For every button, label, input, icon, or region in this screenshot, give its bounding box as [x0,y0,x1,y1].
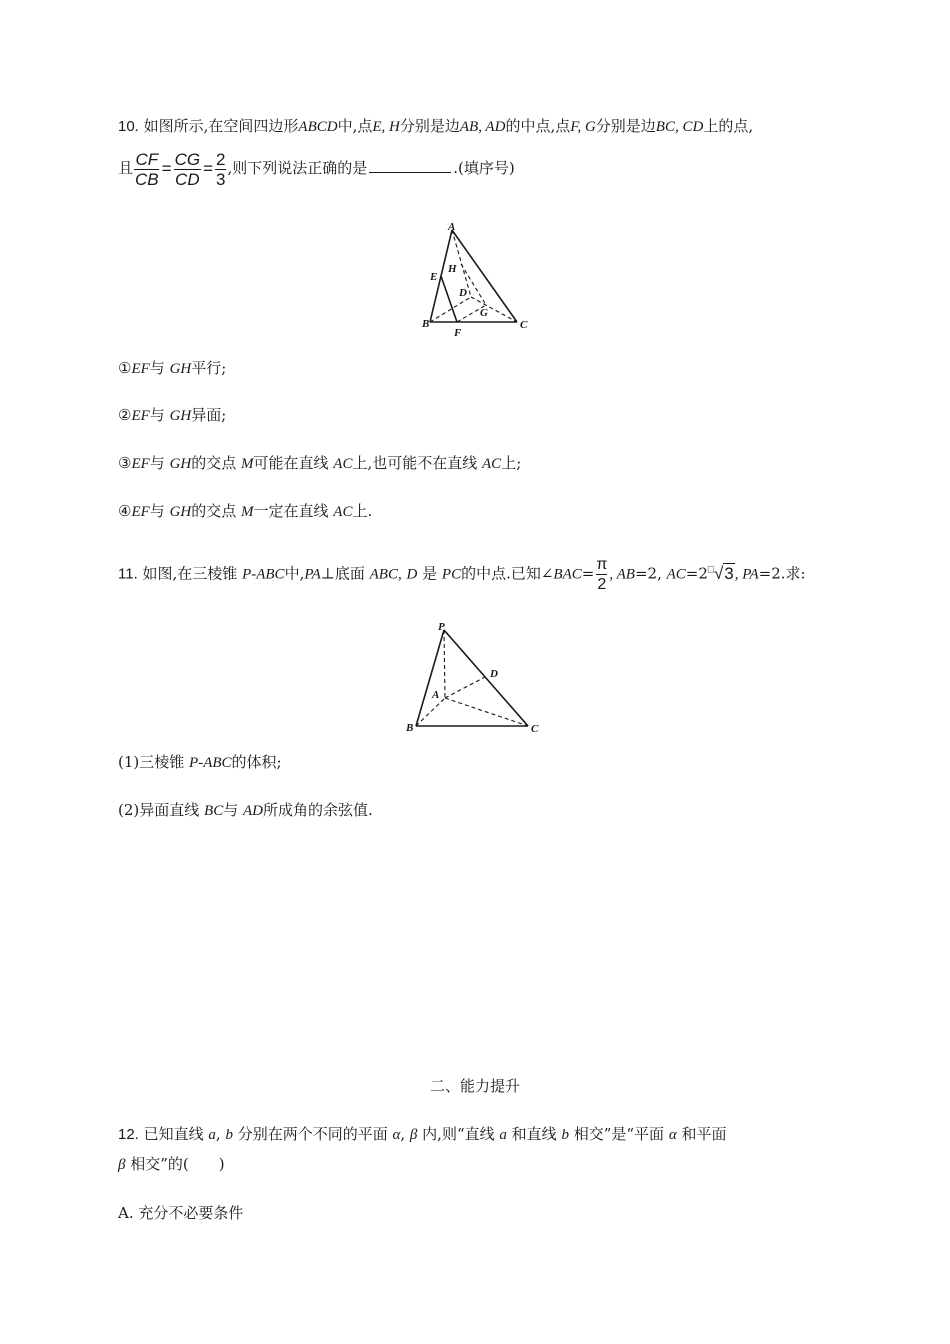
label-P: P [438,621,445,633]
q11-sub1: (1)三棱锥 P-ABC的体积; [118,753,282,771]
fraction-2-3: $\frac{2}{3}$ [216,149,226,189]
label-D: D [490,668,498,680]
fraction-cf-cb: $\frac{CF}{CB}$ [135,149,159,189]
label-E: E [430,271,438,283]
label-A: A [432,689,440,701]
section-title: 二、能力提升 [429,1077,520,1095]
label-C: C [520,319,528,331]
q11-number: 11. [118,565,138,583]
q10-line1: 10. 如图所示,在空间四边形ABCD中,点E, H分别是边AB, AD的中点,点F, G分别是边BC, CD上的点, [118,117,754,135]
q11-sub2: (2)异面直线 BC与 AD所成角的余弦值. [118,801,373,819]
sqrt-3: □√3 [707,563,734,583]
q12-option-a: A. 充分不必要条件 [118,1204,244,1222]
label-B: B [422,318,430,330]
answer-blank [369,158,451,173]
figure-q11-pyramid [400,614,550,739]
q10-option-2: ②EF与 GH异面; [118,406,227,424]
label-G: G [480,307,488,319]
q10-option-3: ③EF与 GH的交点 M可能在直线 AC上,也可能不在直线 AC上; [118,454,522,472]
fraction-pi-over-2: $\frac{\pi}{2}$ [596,556,608,594]
q10-option-1: ①EF与 GH平行; [118,359,227,377]
q10-option-4: ④EF与 GH的交点 M一定在直线 AC上. [118,502,373,520]
label-F: F [454,327,462,339]
label-A: A [448,221,456,233]
q10-line2: 且 $\frac{CF}{CB}$ = $\frac{CG}{CD}$ = $\frac{2}{3}$ ,则下列说法正确的是 .(填序号) [118,149,515,189]
q12-number: 12. [118,1126,139,1143]
label-B: B [406,722,414,734]
label-H: H [448,263,457,275]
q11-line1: 11. 如图,在三棱锥 P-ABC中,PA⊥底面 ABC, D 是 PC的中点.已知∠BAC= $\frac{\pi}{2}$ , AB=2, AC=2□√3, PA=2.求: [118,556,806,594]
fraction-cg-cd: $\frac{CG}{CD}$ [174,149,201,189]
q12-line2: β 相交”的( ) [118,1155,225,1173]
label-C: C [531,723,539,735]
q12-line1: 12. 已知直线 a, b 分别在两个不同的平面 α, β 内,则“直线 a 和直线 b 相交”是“平面 α 和平面 [118,1125,727,1143]
figure-q10-tetrahedron [410,214,540,344]
q10-number: 10. [118,118,139,135]
label-D: D [459,287,467,299]
